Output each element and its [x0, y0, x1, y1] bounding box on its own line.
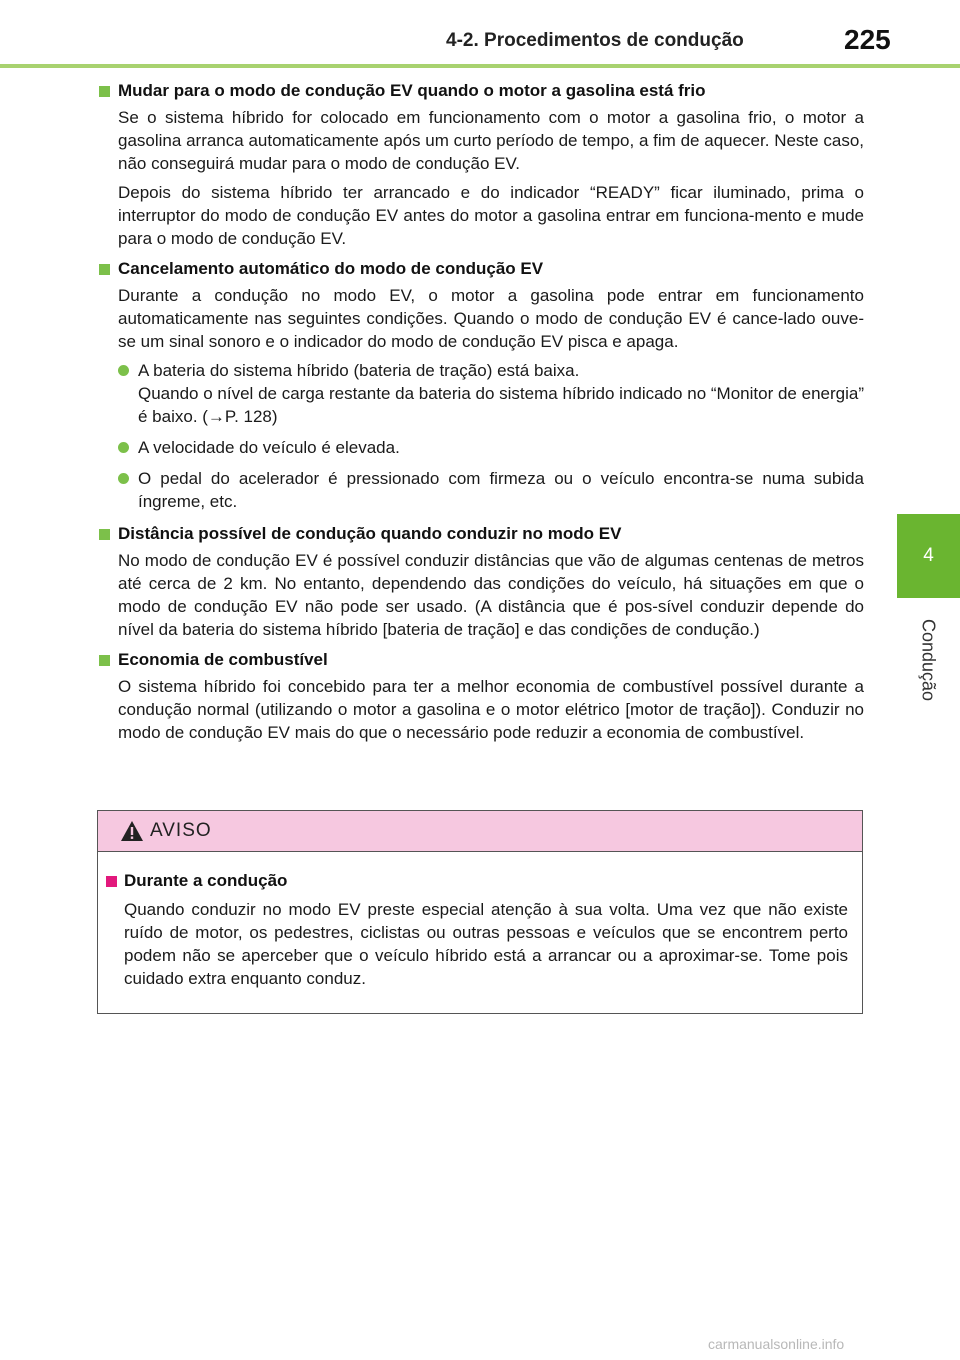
- section-heading: [98, 256, 864, 282]
- list-item-text: O pedal do acelerador é pressionado com firmeza ou o veículo encontra-se numa subida íngreme, etc.: [138, 469, 864, 511]
- section-heading-text: Economia de combustível: [118, 650, 328, 669]
- warning-triangle-icon: [120, 820, 144, 842]
- chapter-tab-number: 4: [923, 545, 934, 566]
- round-bullet-icon: [118, 473, 129, 484]
- section-heading: [98, 78, 864, 104]
- list-item-text: A velocidade do veículo é elevada.: [138, 438, 400, 457]
- section-ev-cold-engine: [98, 78, 864, 250]
- chapter-side-label: Condução: [918, 618, 939, 702]
- list-item: [138, 359, 864, 428]
- section-fuel-economy: [98, 647, 864, 744]
- square-bullet-icon: [106, 876, 117, 887]
- round-bullet-icon: [118, 365, 129, 376]
- watermark: carmanualsonline.info: [708, 1336, 845, 1352]
- section-heading-text: Mudar para o modo de condução EV quando o motor a gasolina está frio: [118, 81, 706, 100]
- section-heading: [98, 521, 864, 547]
- section-heading-text: Cancelamento automático do modo de condução EV: [118, 259, 544, 278]
- square-bullet-icon: [99, 529, 110, 540]
- paragraph: No modo de condução EV é possível conduzir distâncias que vão de algumas centenas de metros até cerca de 2 km. No entanto, dependendo das condições do veículo, há situações em que o modo de condução EV não pode ser usado. (A distância que é pos-sível conduzir depende do nível da bateria do sistema híbrido [bateria de tração] e das condições de condução.): [118, 551, 864, 639]
- warning-header: [98, 811, 862, 852]
- section-ev-distance: [98, 521, 864, 641]
- warning-text: Quando conduzir no modo EV preste especial atenção à sua volta. Uma vez que não existe ruído de motor, os pedestres, ciclistas ou outras pessoas e veículos que se encontrem perto podem não se aperceber que o veículo híbrido está a arrancar ou a aproximar-se. Tome pois cuidado extra enquanto conduz.: [124, 900, 848, 988]
- square-bullet-icon: [99, 655, 110, 666]
- round-bullet-icon: [118, 442, 129, 453]
- warning-box: [97, 810, 863, 1014]
- list-item: [138, 467, 864, 513]
- paragraph: Depois do sistema híbrido ter arrancado e do indicador “READY” ficar iluminado, prima o interruptor do modo de condução EV antes do motor a gasolina entrar em funciona-mento e mude para o modo de condução EV.: [118, 183, 864, 248]
- paragraph: Durante a condução no modo EV, o motor a gasolina pode entrar em funcionamento automaticamente nas seguintes condições. Quando o modo de condução EV é cance-lado ouve-se um sinal sonoro e o indicador do modo de condução EV pisca e apaga.: [118, 286, 864, 351]
- warning-title: AVISO: [150, 820, 212, 841]
- paragraph: Se o sistema híbrido for colocado em funcionamento com o motor a gasolina frio, o motor a gasolina arranca automaticamente após um curto período de tempo, a fim de aquecer. Neste caso, não conseguirá mudar para o modo de condução EV.: [118, 108, 864, 173]
- section-heading: [98, 647, 864, 673]
- list-item-text: A bateria do sistema híbrido (bateria de tração) está baixa.: [138, 361, 580, 380]
- chapter-tab[interactable]: [897, 514, 960, 598]
- main-content: [98, 78, 864, 750]
- chapter-title: 4-2. Procedimentos de condução: [446, 30, 744, 51]
- warning-heading: [106, 868, 848, 894]
- header-divider: [0, 64, 960, 68]
- list-item: [138, 436, 864, 459]
- square-bullet-icon: [99, 264, 110, 275]
- warning-body: [98, 852, 862, 990]
- square-bullet-icon: [99, 86, 110, 97]
- section-heading-text: Distância possível de condução quando conduzir no modo EV: [118, 524, 622, 543]
- paragraph: O sistema híbrido foi concebido para ter a melhor economia de combustível possível durante a condução normal (utilizando o motor a gasolina e o motor elétrico [motor de tração]). Conduzir no modo de condução EV mais do que o necessário pode reduzir a economia de combustível.: [118, 677, 864, 742]
- page-number: 225: [844, 24, 891, 55]
- list-item-text: Quando o nível de carga restante da bateria do sistema híbrido indicado no “Monitor de energia” é baixo. (→P. 128): [138, 384, 864, 426]
- warning-heading-text: Durante a condução: [124, 871, 288, 890]
- section-auto-cancel: [98, 256, 864, 513]
